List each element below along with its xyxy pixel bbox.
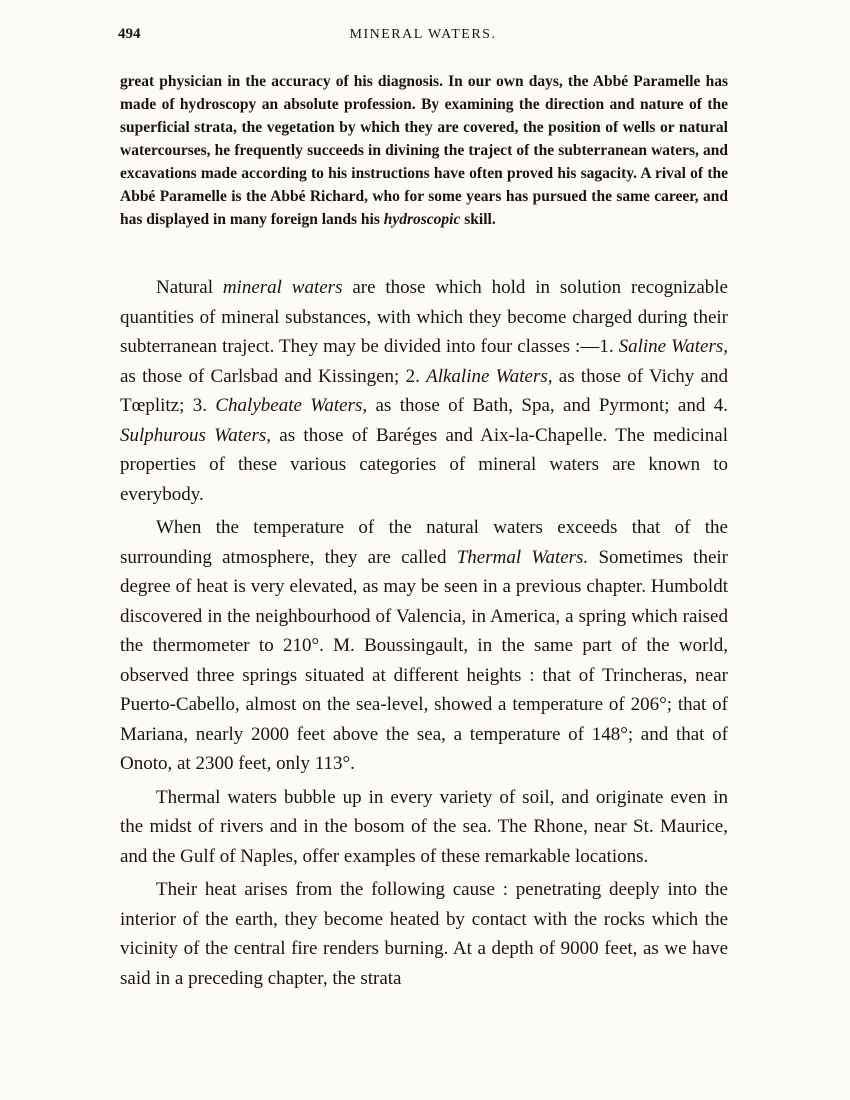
paragraph-heat-cause: Their heat arises from the following cause : penetrating deeply into the interior of the earth, they become heated by contact with the rocks which the vicinity of the central fire renders burning. At a depth of 9000 feet, as we have said in a preceding chapter, the strata — [120, 879, 728, 989]
page-number: 494 — [118, 26, 141, 42]
emphasis: Sulphurous Waters, — [120, 424, 271, 446]
emphasis: mineral waters — [222, 277, 343, 298]
emphasis: Chalybeate Waters, — [215, 395, 368, 416]
running-head: MINERAL WATERS. — [349, 27, 497, 42]
page-header — [118, 26, 728, 48]
paragraph-thermal-waters: When the temperature of the natural waters exceeds that of the surrounding atmosphere, they are called Thermal Waters. Sometimes their degree of heat is very elevated, as may be seen in a previous chapter. Humboldt discovered in the neighbourhood of Valencia, in America, a spring which raised the thermometer to 210°. M. Boussingault, in the same part of the world, observed three springs situated at different heights : that of Trincheras, near Puerto-Cabello, almost on the sea-level, showed a temperature of 206°; that of Mariana, nearly 2000 feet above the sea, a temperature of 148°; and that of Onoto, at 2300 feet, only 113°. — [120, 517, 728, 774]
emphasis: hydroscopic — [383, 211, 461, 228]
paragraph-mineral-waters: Natural mineral waters are those which hold in solution recognizable quantities of mineral substances, with which they become charged during their subterranean traject. They may be divided into four classes :—1. Saline Waters, as those of Carlsbad and Kissingen; 2. Alkaline Waters, as those of Vichy and Tœplitz; 3. Chalybeate Waters, as those of Bath, Spa, and Pyrmont; and 4. Sulphurous Waters, as those of Baréges and Aix-la-Chapelle. The medicinal properties of these various categories of mineral waters are known to everybody. — [120, 277, 728, 505]
intro-text: great physician in the accuracy of his diagnosis. In our own days, the Abbé Paramelle has made of hydroscopy an absolute profession. By examining the direction and nature of the superficial strata, the vegetation by which they are covered, the position of wells or natural watercourses, he frequently succeeds in divining the traject of the subterranean waters, and excavations made according to his instructions have often proved his sagacity. A rival of the Abbé Paramelle is the Abbé Richard, who for some years has pursued the same career, and has displayed in many foreign lands his hydroscopic skill. — [120, 73, 728, 228]
emphasis: Thermal Waters. — [456, 546, 589, 568]
main-text — [120, 273, 728, 993]
intro-paragraph — [120, 70, 728, 231]
paragraph-thermal-locations: Thermal waters bubble up in every variety of soil, and originate even in the midst of rivers and in the bosom of the sea. The Rhone, near St. Maurice, and the Gulf of Naples, offer examples of these remarkable locations. — [120, 786, 728, 867]
emphasis: Saline Waters, — [618, 336, 728, 357]
emphasis: Alkaline Waters, — [426, 365, 553, 387]
